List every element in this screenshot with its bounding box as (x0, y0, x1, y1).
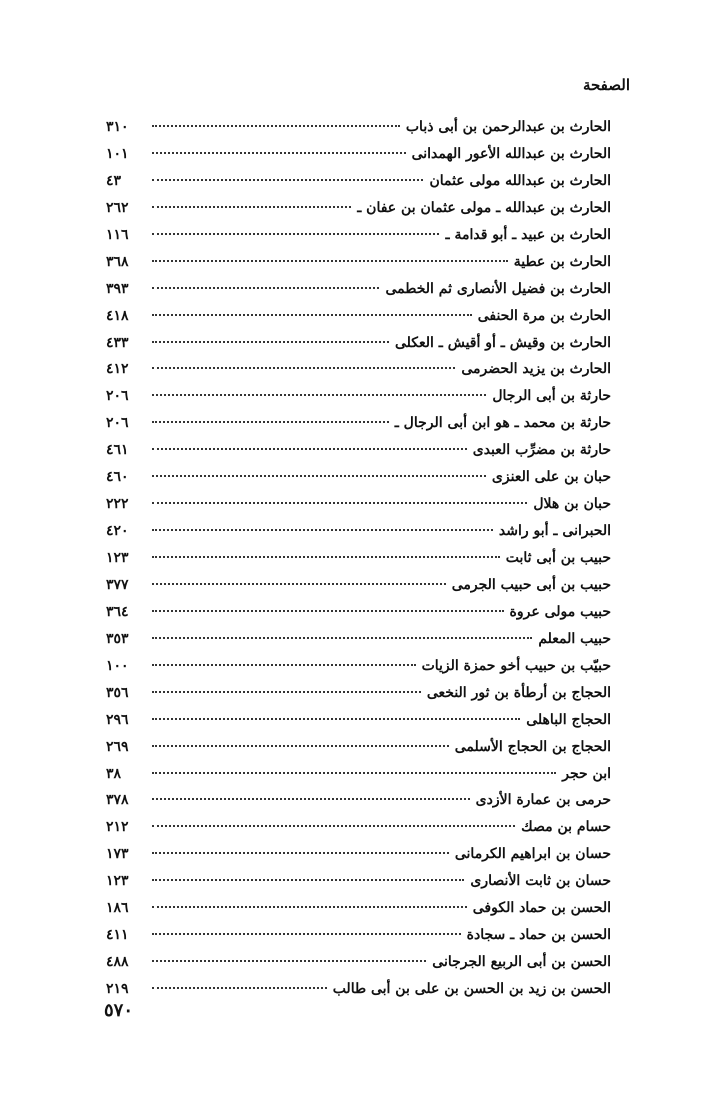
entry-page-number: ٢٢٢ (106, 496, 129, 513)
index-entry (106, 119, 611, 146)
index-entry (106, 846, 611, 873)
index-entry-list (106, 119, 611, 1008)
index-entry (106, 981, 611, 1008)
dot-leader (152, 314, 472, 316)
index-entry (106, 766, 611, 793)
dot-leader (152, 583, 446, 585)
entry-name: الحارث بن فضيل الأنصارى ثم الخطمى (385, 280, 611, 297)
entry-page-number: ٢٩٦ (106, 711, 129, 728)
entry-name: الحجاج الباهلى (526, 711, 611, 728)
dot-leader (152, 152, 406, 154)
entry-name: ابن حجر (562, 765, 611, 782)
dot-leader (152, 475, 486, 477)
entry-page-number: ٤١٢ (106, 361, 129, 378)
index-entry (106, 685, 611, 712)
entry-name: الحجاج بن أرطأة بن ثور النخعى (426, 684, 611, 701)
entry-name: حارثة بن محمد ـ هو ابن أبى الرجال ـ (394, 415, 611, 432)
entry-name: الحسن بن أبى الربيع الجرجانى (432, 954, 611, 971)
entry-name: الحارث بن عبيد ـ أبو قدامة ـ (445, 226, 611, 243)
entry-name: الحسن بن حماد ـ سجادة (466, 927, 611, 944)
index-entry (106, 308, 611, 335)
entry-name: الحجاج بن الحجاج الأسلمى (454, 738, 611, 755)
entry-page-number: ٢٠٦ (106, 415, 129, 432)
entry-page-number: ٤٣ (106, 172, 122, 189)
entry-name: حبيب بن أبى ثابت (505, 550, 611, 566)
entry-page-number: ٣٧٨ (106, 792, 129, 809)
entry-page-number: ٤٨٨ (106, 954, 129, 971)
entry-page-number: ٣٨ (106, 765, 122, 782)
index-entry (106, 900, 611, 927)
index-entry (106, 873, 611, 900)
entry-name: حبيب المعلم (538, 630, 611, 647)
index-entry (106, 577, 611, 604)
dot-leader (152, 906, 467, 908)
entry-page-number: ٢٦٩ (106, 738, 129, 755)
index-entry (106, 335, 611, 362)
index-entry (106, 281, 611, 308)
entry-name: حبيب بن أبى حبيب الجرمى (451, 576, 611, 593)
dot-leader (152, 341, 389, 343)
dot-leader (152, 825, 515, 827)
entry-name: حسان بن ابراهيم الكرمانى (454, 846, 611, 863)
entry-page-number: ١٠١ (106, 145, 129, 162)
entry-page-number: ١٠٠ (106, 657, 129, 674)
entry-page-number: ٤٦١ (106, 442, 129, 459)
dot-leader (152, 125, 400, 127)
dot-leader (152, 206, 351, 208)
entry-name: حبان بن هلال (533, 496, 611, 513)
entry-page-number: ٣٥٣ (106, 630, 129, 647)
entry-name: حسان بن ثابت الأنصارى (470, 873, 611, 890)
dot-leader (152, 664, 416, 666)
entry-name: حبيّب بن حبيب أخو حمزة الزيات (421, 657, 611, 674)
entry-page-number: ٢١٢ (106, 819, 129, 836)
entry-page-number: ٢٦٢ (106, 199, 129, 216)
index-entry (106, 658, 611, 685)
index-entry (106, 388, 611, 415)
dot-leader (152, 502, 527, 504)
entry-page-number: ١٧٣ (106, 846, 129, 863)
index-entry (106, 496, 611, 523)
entry-page-number: ٣١٠ (106, 119, 129, 135)
entry-page-number: ٣٦٤ (106, 603, 129, 620)
dot-leader (152, 691, 421, 693)
entry-name: الحارث بن وقيش ـ أو أقيش ـ العكلى (394, 334, 611, 351)
entry-name: الحارث بن مرة الحنفى (477, 307, 611, 324)
dot-leader (152, 987, 327, 989)
index-entry (106, 469, 611, 496)
index-entry (106, 227, 611, 254)
index-entry (106, 550, 611, 577)
entry-name: الحسن بن حماد الكوفى (472, 900, 611, 917)
index-entry (106, 254, 611, 281)
index-entry (106, 442, 611, 469)
entry-page-number: ٤١٨ (106, 307, 129, 324)
dot-leader (152, 798, 470, 800)
index-entry (106, 361, 611, 388)
entry-page-number: ١٢٣ (106, 873, 129, 890)
entry-page-number: ١١٦ (106, 226, 129, 243)
dot-leader (152, 960, 426, 962)
index-entry (106, 173, 611, 200)
entry-name: الحارث بن عطية (513, 253, 611, 270)
entry-name: حارثة بن مضرِّب العبدى (472, 442, 611, 459)
entry-name: الحارث بن عبدالله الأعور الهمدانى (411, 145, 611, 162)
entry-page-number: ٣٩٣ (106, 280, 129, 297)
page-number: ٥٧٠ (104, 1000, 134, 1021)
dot-leader (152, 879, 464, 881)
entry-page-number: ٤٢٠ (106, 523, 129, 540)
entry-name: الحارث بن يزيد الحضرمى (461, 361, 611, 378)
index-entry (106, 604, 611, 631)
index-entry (106, 954, 611, 981)
entry-page-number: ٣٥٦ (106, 684, 129, 701)
dot-leader (152, 529, 493, 531)
index-entry (106, 146, 611, 173)
entry-page-number: ٢١٩ (106, 981, 129, 997)
entry-page-number: ١٨٦ (106, 900, 129, 917)
entry-name: الحبرانى ـ أبو راشد (498, 523, 611, 540)
entry-page-number: ٣٦٨ (106, 253, 129, 270)
index-entry (106, 712, 611, 739)
dot-leader (152, 394, 486, 396)
entry-name: حبيب مولى عروة (509, 603, 611, 620)
page-column-header: الصفحة (582, 76, 630, 94)
entry-page-number: ٤١١ (106, 927, 129, 944)
index-entry (106, 739, 611, 766)
dot-leader (152, 852, 449, 854)
dot-leader (152, 260, 508, 262)
dot-leader (152, 610, 504, 612)
entry-name: حارثة بن أبى الرجال (492, 388, 611, 405)
entry-page-number: ٣٧٧ (106, 576, 129, 593)
entry-name: حبان بن على العنزى (491, 469, 611, 486)
entry-page-number: ٢٠٦ (106, 388, 129, 405)
dot-leader (152, 745, 449, 747)
dot-leader (152, 421, 389, 423)
dot-leader (152, 448, 467, 450)
entry-name: حرمى بن عمارة الأزدى (475, 792, 611, 809)
dot-leader (152, 179, 423, 181)
index-entry (106, 200, 611, 227)
entry-page-number: ٤٣٣ (106, 334, 129, 351)
index-entry (106, 523, 611, 550)
entry-name: الحارث بن عبدالرحمن بن أبى ذباب (405, 119, 611, 135)
entry-name: الحارث بن عبدالله ـ مولى عثمان بن عفان ـ (357, 199, 611, 216)
index-entry (106, 819, 611, 846)
index-entry (106, 927, 611, 954)
dot-leader (152, 367, 455, 369)
entry-page-number: ٤٦٠ (106, 469, 129, 486)
dot-leader (152, 287, 379, 289)
dot-leader (152, 718, 520, 720)
entry-name: الحسن بن زيد بن الحسن بن على بن أبى طالب (332, 981, 611, 997)
dot-leader (152, 933, 461, 935)
index-entry (106, 415, 611, 442)
dot-leader (152, 556, 500, 558)
index-entry (106, 792, 611, 819)
dot-leader (152, 772, 556, 774)
index-entry (106, 631, 611, 658)
entry-name: حسام بن مصك (521, 819, 611, 836)
dot-leader (152, 637, 532, 639)
entry-name: الحارث بن عبدالله مولى عثمان (429, 172, 611, 189)
dot-leader (152, 233, 439, 235)
entry-page-number: ١٢٣ (106, 550, 129, 566)
